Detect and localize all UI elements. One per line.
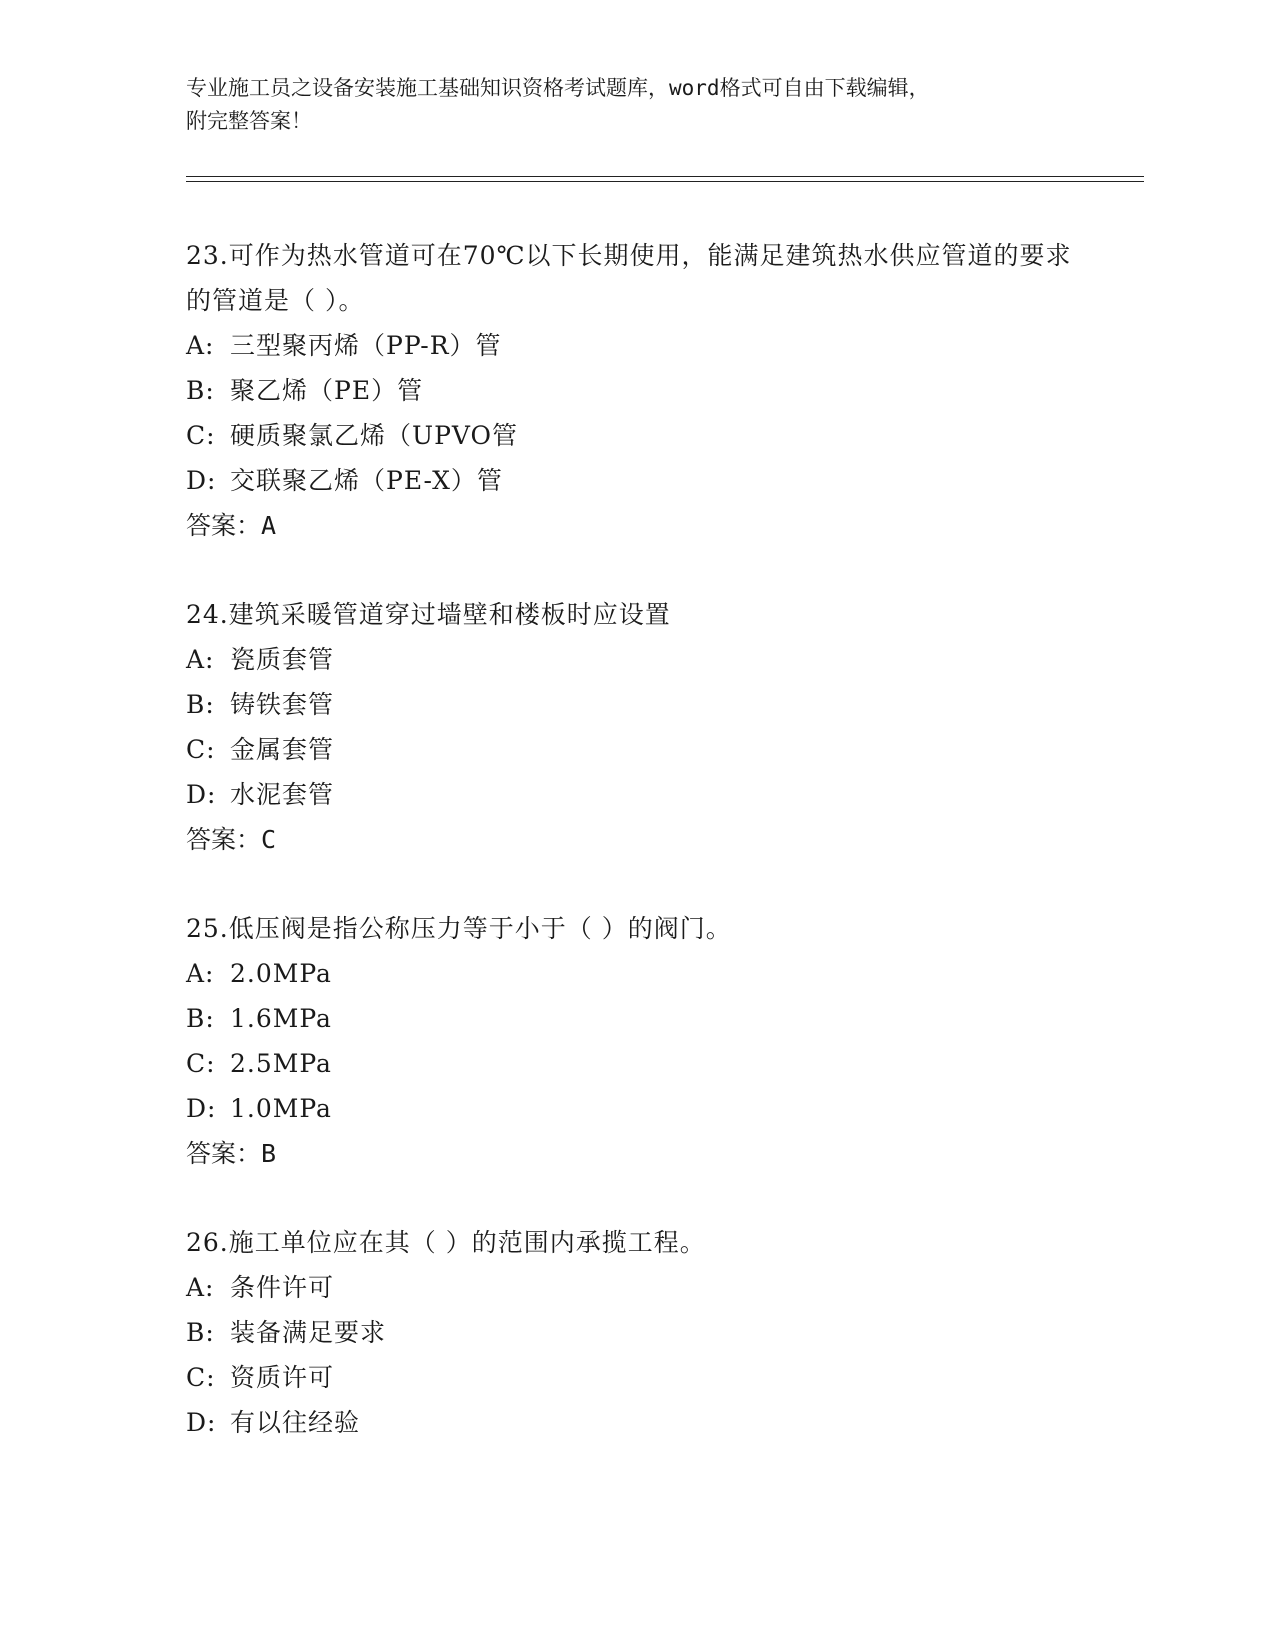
question-stem: 25.低压阀是指公称压力等于小于（ ）的阀门。: [186, 914, 732, 943]
answer-line: 答案：C: [186, 825, 277, 854]
option-c: [186, 1041, 1146, 1086]
option-b: [186, 1310, 1146, 1355]
option-text: 2.0MPa: [230, 959, 332, 988]
option-text: 水泥套管: [230, 780, 335, 809]
option-text: 有以往经验: [230, 1408, 361, 1437]
option-d: [186, 772, 1146, 817]
question-24: [186, 592, 1146, 862]
option-key: C:: [186, 735, 216, 764]
option-key: C:: [186, 1363, 216, 1392]
option-key: A:: [186, 959, 215, 988]
option-c: [186, 1355, 1146, 1400]
option-text: 硬质聚氯乙烯（UPVO管: [230, 421, 519, 450]
option-key: C:: [186, 1049, 216, 1078]
option-key: D:: [186, 780, 217, 809]
option-d: [186, 1400, 1146, 1445]
option-a: [186, 323, 1146, 368]
option-a: [186, 637, 1146, 682]
option-text: 2.5MPa: [230, 1049, 332, 1078]
option-b: [186, 682, 1146, 727]
option-text: 瓷质套管: [230, 645, 335, 674]
option-text: 金属套管: [230, 735, 335, 764]
option-key: A:: [186, 331, 215, 360]
option-text: 条件许可: [230, 1273, 335, 1302]
option-c: [186, 727, 1146, 772]
option-text: 资质许可: [230, 1363, 335, 1392]
header-line-1: 专业施工员之设备安装施工基础知识资格考试题库，word格式可自由下载编辑，: [186, 76, 930, 100]
option-key: A:: [186, 645, 215, 674]
question-list: [186, 233, 1146, 1489]
option-key: D:: [186, 466, 217, 495]
question-25: [186, 906, 1146, 1176]
option-key: A:: [186, 1273, 215, 1302]
header-divider-bottom: [186, 181, 1144, 182]
option-key: D:: [186, 1094, 217, 1123]
option-b: [186, 996, 1146, 1041]
question-23: [186, 233, 1146, 548]
option-b: [186, 368, 1146, 413]
document-header: [186, 72, 1086, 138]
option-key: B:: [186, 690, 215, 719]
option-key: B:: [186, 1004, 215, 1033]
option-text: 交联聚乙烯（PE-X）管: [230, 466, 503, 495]
question-stem: 26.施工单位应在其（ ）的范围内承揽工程。: [186, 1228, 706, 1257]
option-text: 三型聚丙烯（PP-R）管: [230, 331, 502, 360]
option-text: 铸铁套管: [230, 690, 335, 719]
header-line-2: 附完整答案！: [186, 109, 312, 133]
option-c: [186, 413, 1146, 458]
option-text: 聚乙烯（PE）管: [230, 376, 424, 405]
question-stem: 23.可作为热水管道可在70℃以下长期使用，能满足建筑热水供应管道的要求的管道是（ ）。: [186, 241, 1072, 315]
answer-line: 答案：B: [186, 1139, 277, 1168]
option-text: 装备满足要求: [230, 1318, 387, 1347]
question-stem: 24.建筑采暖管道穿过墙壁和楼板时应设置: [186, 600, 671, 629]
option-key: B:: [186, 1318, 215, 1347]
option-a: [186, 1265, 1146, 1310]
option-d: [186, 1086, 1146, 1131]
answer-line: 答案：A: [186, 511, 277, 540]
option-a: [186, 951, 1146, 996]
option-key: B:: [186, 376, 215, 405]
header-divider-top: [186, 176, 1144, 177]
option-text: 1.0MPa: [230, 1094, 332, 1123]
option-text: 1.6MPa: [230, 1004, 332, 1033]
question-26: [186, 1220, 1146, 1445]
option-d: [186, 458, 1146, 503]
option-key: D:: [186, 1408, 217, 1437]
option-key: C:: [186, 421, 216, 450]
